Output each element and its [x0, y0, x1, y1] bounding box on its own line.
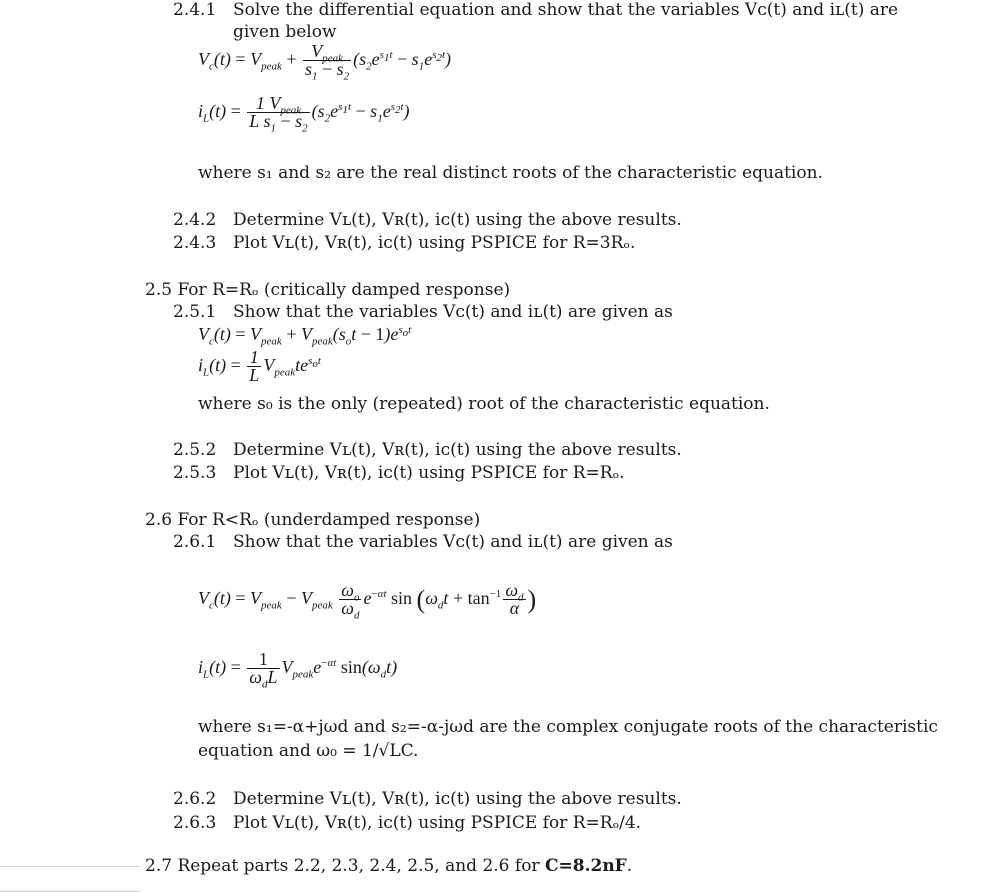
- section-text: Plot Vʟ(t), Vʀ(t), iᴄ(t) using PSPICE for R=Rₒ.: [233, 463, 625, 483]
- section-2-4-1-line1: [173, 0, 898, 20]
- section-2-5-heading: 2.5 For R=Rₒ (critically damped response): [145, 280, 511, 300]
- section-2-6-heading: 2.6 For R<Rₒ (underdamped response): [145, 510, 481, 530]
- section-text: 2.7 Repeat parts 2.2, 2.3, 2.4, 2.5, and 2.6 for: [145, 856, 545, 876]
- section-number: 2.5.3: [173, 463, 217, 483]
- section-text: Show that the variables Vᴄ(t) and iʟ(t) are given as: [233, 302, 673, 322]
- section-text: Determine Vʟ(t), Vʀ(t), iᴄ(t) using the above results.: [233, 440, 682, 460]
- section-text: Determine Vʟ(t), Vʀ(t), iᴄ(t) using the above results.: [233, 789, 682, 809]
- section-2-4-3: [173, 233, 635, 253]
- equation-vc-critical: $V_c(t) = V_{peak} + V_{peak}(s_ot - 1)e^{s_ot}$: [198, 324, 412, 348]
- section-number: 2.6.2: [173, 789, 217, 809]
- where-complex-roots-line2: equation and ω₀ = 1/√LC.: [198, 741, 419, 761]
- section-text: Solve the differential equation and show that the variables Vᴄ(t) and iʟ(t) are: [233, 0, 899, 20]
- section-number: 2.5.1: [173, 302, 217, 322]
- section-text-end: .: [626, 856, 633, 876]
- equation-vc-underdamped: $V_c(t) = V_{peak} - V_{peak}$ $\frac{\omega_o}{\omega_d}$ $e^{-\alpha t}$ $\sin (\omega_dt + \tan^{-1}$ $\frac{\omega_d}{\alpha}$ ): [198, 580, 537, 622]
- where-repeated-root: where s₀ is the only (repeated) root of the characteristic equation.: [198, 394, 770, 414]
- section-2-6-1: [173, 532, 673, 552]
- section-text-cont: given below: [233, 22, 337, 42]
- section-text: Show that the variables Vᴄ(t) and iʟ(t) are given as: [233, 532, 673, 552]
- capacitance-value: C=8.2nF: [544, 856, 627, 876]
- section-2-6-3: [173, 813, 641, 833]
- equation-il-critical: $i_L(t)$ = $\frac{1}{L}$ $V_{peak}te^{s_ot}$: [198, 347, 321, 386]
- section-2-5-2: [173, 440, 682, 460]
- where-roots-real: where s₁ and s₂ are the real distinct roots of the characteristic equation.: [198, 163, 823, 183]
- section-text: Plot Vʟ(t), Vʀ(t), iᴄ(t) using PSPICE for R=3Rₒ.: [233, 233, 636, 253]
- section-2-4-1-line2: [233, 22, 337, 42]
- section-2-7: [145, 856, 632, 876]
- section-2-6-2: [173, 789, 682, 809]
- section-text: Plot Vʟ(t), Vʀ(t), iᴄ(t) using PSPICE for R=Rₒ/4.: [233, 813, 642, 833]
- section-2-5-1: [173, 302, 673, 322]
- section-text: Determine Vʟ(t), Vʀ(t), iᴄ(t) using the above results.: [233, 210, 682, 230]
- where-complex-roots-line1: where s₁=-α+jωd and s₂=-α-jωd are the complex conjugate roots of the characteristic: [198, 717, 938, 737]
- section-number: 2.4.1: [173, 0, 217, 20]
- section-number: 2.5.2: [173, 440, 217, 460]
- section-number: 2.4.2: [173, 210, 217, 230]
- section-number: 2.6.3: [173, 813, 217, 833]
- equation-vc-overdamped: $V_c(t) = V_{peak}$ + $\frac{V_{peak}}{s_1 - s_2}$ $(s_2e^{s_1t} - s_1e^{s_2t})$: [198, 41, 452, 83]
- section-number: 2.6.1: [173, 532, 217, 552]
- equation-il-underdamped: $i_L(t)$ = $\frac{1}{\omega_dL}$ $V_{peak}e^{-\alpha t}$ $\sin(\omega_dt)$: [198, 649, 398, 691]
- section-2-4-2: [173, 210, 682, 230]
- page-edge-line: [0, 866, 140, 867]
- section-number: 2.4.3: [173, 233, 217, 253]
- equation-il-overdamped: $i_L(t)$ = $\frac{1 V_{peak}}{L s_1 - s_2}$ $(s_2e^{s_1t} - s_1e^{s_2t})$: [198, 93, 410, 135]
- section-2-5-3: [173, 463, 625, 483]
